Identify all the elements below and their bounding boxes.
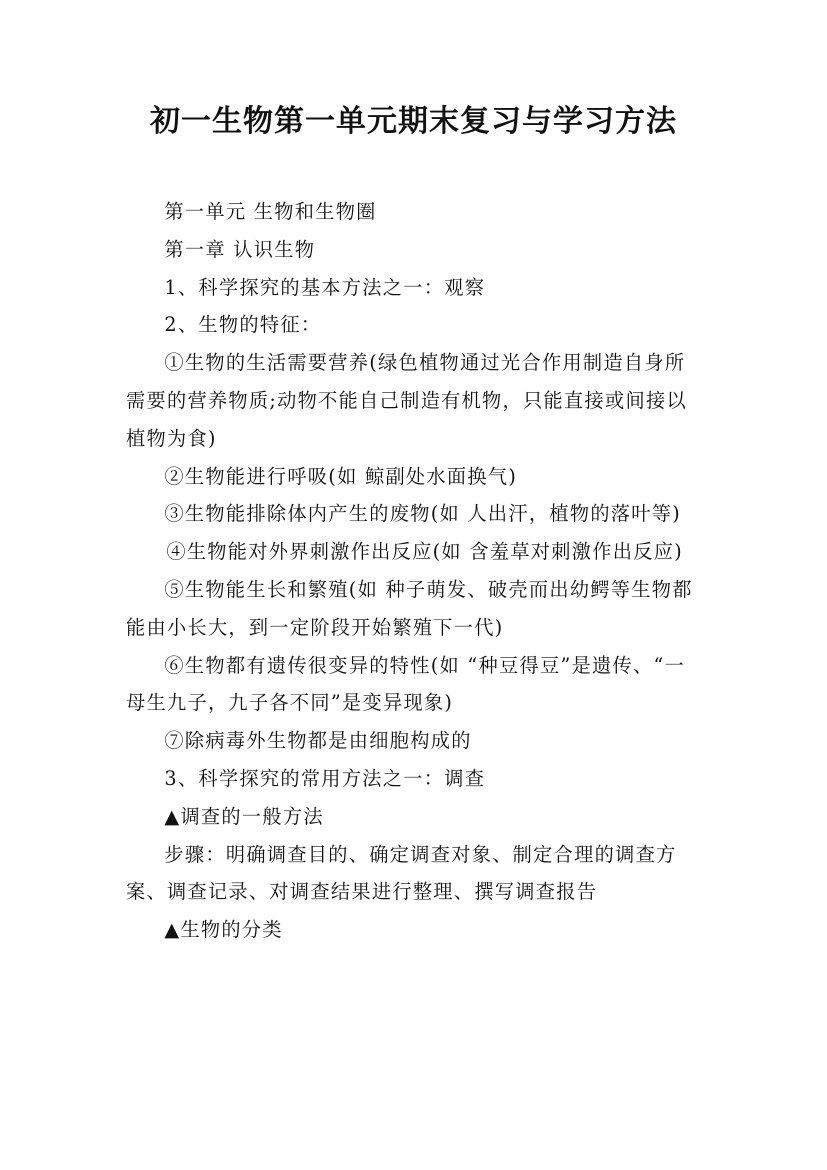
- chapter-heading: 第一章 认识生物: [164, 237, 316, 261]
- characteristic-cells: ⑦除病毒外生物都是由细胞构成的: [164, 729, 472, 753]
- section-survey: 3、科学探究的常用方法之一：调查: [164, 766, 486, 790]
- survey-steps: 步骤：明确调查目的、确定调查对象、制定合理的调查方案、调查记录、对调查结果进行整理、撰写调查报告: [126, 842, 677, 904]
- characteristic-excretion: ③生物能排除体内产生的废物(如 人出汗，植物的落叶等): [164, 502, 682, 526]
- section-observation: 1、科学探究的基本方法之一：观察: [164, 275, 486, 299]
- characteristic-nutrition: ①生物的生活需要营养(绿色植物通过光合作用制造自身所需要的营养物质;动物不能自己制造有机物，只能直接或间接以植物为食): [126, 351, 687, 450]
- survey-method-heading: ▲调查的一般方法: [164, 804, 324, 828]
- section-characteristics: 2、生物的特征：: [164, 313, 322, 337]
- characteristic-respiration: ②生物能进行呼吸(如 鲸副处水面换气): [164, 464, 518, 488]
- characteristic-heredity: ⑥生物都有遗传很变异的特性(如 “种豆得豆”是遗传、“一母生九子，九子各不同”是变异现象): [126, 653, 686, 715]
- document-title: 初一生物第一单元期末复习与学习方法: [150, 104, 677, 139]
- characteristic-response: ④生物能对外界刺激作出反应(如 含羞草对刺激作出反应): [166, 540, 683, 564]
- classification-heading: ▲生物的分类: [164, 918, 283, 942]
- unit-heading: 第一单元 生物和生物圈: [164, 200, 377, 223]
- characteristic-growth: ⑤生物能生长和繁殖(如 种子萌发、破壳而出幼鳄等生物都能由小长大，到一定阶段开始繁殖下一代): [126, 577, 693, 639]
- document-body: [126, 193, 704, 949]
